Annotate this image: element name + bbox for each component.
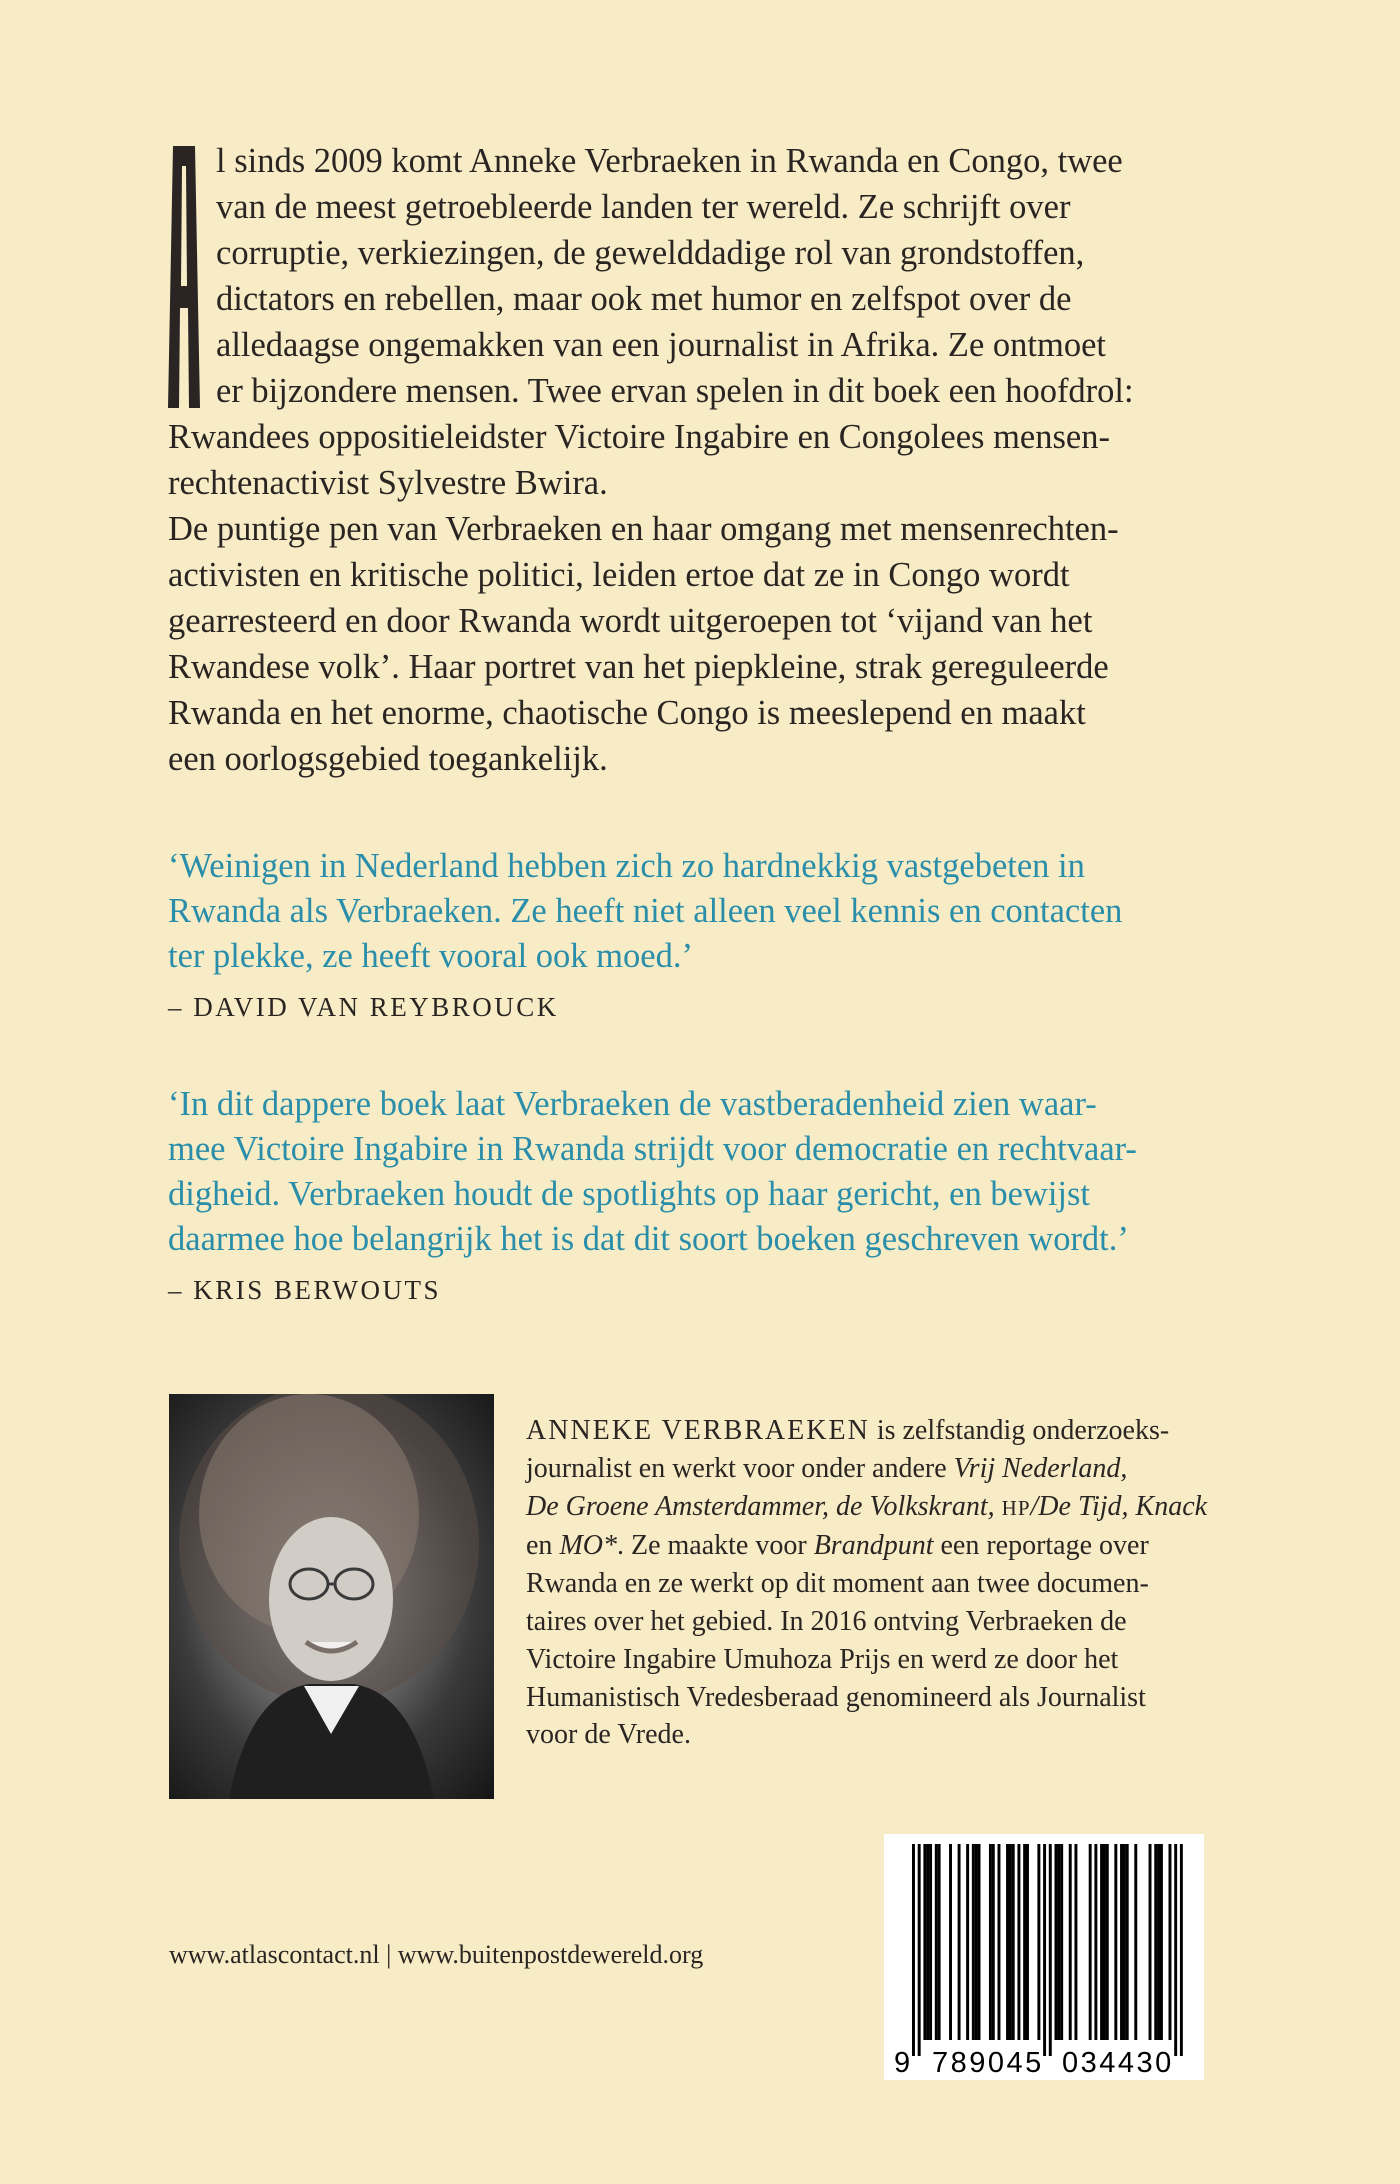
barcode-bar xyxy=(923,1844,926,2040)
barcode-bar xyxy=(978,1844,981,2040)
isbn-lead-digit: 9 xyxy=(894,2047,911,2079)
text-line: Rwandees oppositieleidster Victoire Ingabire en Congolees mensen- xyxy=(168,418,1110,456)
barcode-bar xyxy=(912,1844,915,2056)
barcode-bar xyxy=(926,1844,929,2040)
isbn-right-group: 034430 xyxy=(1062,2047,1174,2079)
text-line: digheid. Verbraeken houdt de spotlights op haar gericht, en bewijst xyxy=(168,1175,1091,1213)
barcode-bar xyxy=(1094,1844,1097,2040)
quote-text xyxy=(168,1082,1288,1262)
barcode-bar xyxy=(1169,1844,1172,2040)
quote-text xyxy=(168,844,1288,979)
text-line: van de meest getroebleerde landen ter wereld. Ze schrijft over xyxy=(216,188,1071,226)
barcode-bars xyxy=(884,1834,1204,2080)
text-line: Rwanda en het enorme, chaotische Congo is meeslepend en maakt xyxy=(168,694,1086,732)
barcode-bar xyxy=(1043,1844,1046,2056)
text-line: ter plekke, ze heeft vooral ook moed.’ xyxy=(168,937,693,975)
barcode-bar xyxy=(1174,1844,1177,2056)
author-bio: ANNEKE VERBRAEKEN is zelfstandig onderzoeks- journalist en werkt voor onder andere Vrij Nederland, De Groene Amsterdammer, de Volkskrant, HP/De Tijd, Knack en MO*. Ze maakte voor Brandpunt een reportage over Rwanda en ze werkt op dit moment aan twee documen- taires over het gebied. In 2016 ontving Verbraeken de Victoire Ingabire Umuhoza Prijs en werd ze door het Humanistisch Vredesberaad genomineerd als Journalist voor de Vrede. xyxy=(526,1415,1208,1751)
barcode-bar xyxy=(1103,1844,1106,2040)
barcode-bar xyxy=(929,1844,932,2040)
barcode-bar xyxy=(975,1844,978,2040)
barcode-bar xyxy=(935,1844,938,2040)
isbn-digits xyxy=(884,2047,1204,2079)
barcode-bar xyxy=(1055,1844,1058,2040)
barcode-bar xyxy=(918,1844,921,2056)
intro-paragraph xyxy=(168,138,1318,782)
barcode-bar xyxy=(1180,1844,1183,2056)
text-line: corruptie, verkiezingen, de gewelddadige rol van grondstoffen, xyxy=(216,234,1085,272)
barcode-bar xyxy=(1123,1844,1126,2040)
barcode-bar xyxy=(1157,1844,1160,2040)
text-line: activisten en kritische politici, leiden ertoe dat ze in Congo wordt xyxy=(168,556,1070,594)
barcode-bar xyxy=(1006,1844,1009,2040)
barcode-bar xyxy=(1149,1844,1152,2040)
barcode-bar xyxy=(1126,1844,1129,2040)
barcode-bar xyxy=(989,1844,992,2040)
barcode-bar xyxy=(1012,1844,1015,2040)
text-line: Rwanda als Verbraeken. Ze heeft niet alleen veel kennis en contacten xyxy=(168,892,1123,930)
isbn-barcode xyxy=(884,1834,1204,2080)
author-photo xyxy=(169,1394,494,1799)
text-line: er bijzondere mensen. Twee ervan spelen in dit boek een hoofdrol: xyxy=(216,372,1134,410)
barcode-bar xyxy=(1017,1844,1020,2040)
text-line: een oorlogsgebied toegankelijk. xyxy=(168,740,608,778)
barcode-bar xyxy=(1100,1844,1103,2040)
text-line: gearresteerd en door Rwanda wordt uitgeroepen tot ‘vijand van het xyxy=(168,602,1093,640)
barcode-bar xyxy=(1074,1844,1077,2040)
barcode-bar xyxy=(1134,1844,1137,2040)
text-line: alledaagse ongemakken van een journalist in Afrika. Ze ontmoet xyxy=(216,326,1106,364)
quote-attribution: – DAVID VAN REYBROUCK xyxy=(168,992,559,1022)
quote-attribution: – KRIS BERWOUTS xyxy=(168,1275,442,1305)
barcode-bar xyxy=(938,1844,941,2040)
drop-cap-glyph xyxy=(168,146,200,408)
barcode-bar xyxy=(949,1844,952,2040)
text-line: De puntige pen van Verbraeken en haar omgang met mensenrechten- xyxy=(168,510,1119,548)
barcode-bar xyxy=(1089,1844,1092,2040)
barcode-bar xyxy=(1026,1844,1029,2040)
barcode-bar xyxy=(1009,1844,1012,2040)
text-line: l sinds 2009 komt Anneke Verbraeken in Rwanda en Congo, twee xyxy=(216,142,1123,180)
isbn-left-group: 789045 xyxy=(932,2047,1044,2079)
text-line: ‘Weinigen in Nederland hebben zich zo hardnekkig vastgebeten in xyxy=(168,847,1085,885)
quote-berwouts xyxy=(168,1082,1288,1313)
text-line: Rwandese volk’. Haar portret van het piepkleine, strak gereguleerde xyxy=(168,648,1109,686)
barcode-bar xyxy=(972,1844,975,2040)
text-line: rechtenactivist Sylvestre Bwira. xyxy=(168,464,608,502)
barcode-bar xyxy=(1060,1844,1063,2040)
barcode-bar xyxy=(1160,1844,1163,2040)
barcode-bar xyxy=(992,1844,995,2040)
text-line: dictators en rebellen, maar ook met humor en zelfspot over de xyxy=(216,280,1072,318)
barcode-bar xyxy=(1069,1844,1072,2040)
website-links: www.atlascontact.nl | www.buitenpostdewereld.org xyxy=(169,1940,704,1969)
barcode-bar xyxy=(998,1844,1001,2040)
barcode-bar xyxy=(1049,1844,1052,2056)
barcode-bar xyxy=(1114,1844,1117,2040)
barcode-bar xyxy=(966,1844,969,2040)
author-name: ANNEKE VERBRAEKEN xyxy=(526,1415,870,1446)
text-line: mee Victoire Ingabire in Rwanda strijdt voor democratie en rechtvaar- xyxy=(168,1130,1137,1168)
text-line: daarmee hoe belangrijk het is dat dit soort boeken geschreven wordt.’ xyxy=(168,1220,1129,1258)
intro-text xyxy=(168,138,1318,782)
barcode-bar xyxy=(1154,1844,1157,2040)
drop-cap-letter xyxy=(168,146,200,408)
barcode-bar xyxy=(1120,1844,1123,2040)
barcode-bar xyxy=(1023,1844,1026,2040)
barcode-bar xyxy=(958,1844,961,2040)
barcode-bar xyxy=(1106,1844,1109,2040)
barcode-bar xyxy=(1037,1844,1040,2040)
barcode-bar xyxy=(1057,1844,1060,2040)
text-line: ‘In dit dappere boek laat Verbraeken de vastberadenheid zien waar- xyxy=(168,1085,1097,1123)
quote-van-reybrouck xyxy=(168,844,1288,1030)
